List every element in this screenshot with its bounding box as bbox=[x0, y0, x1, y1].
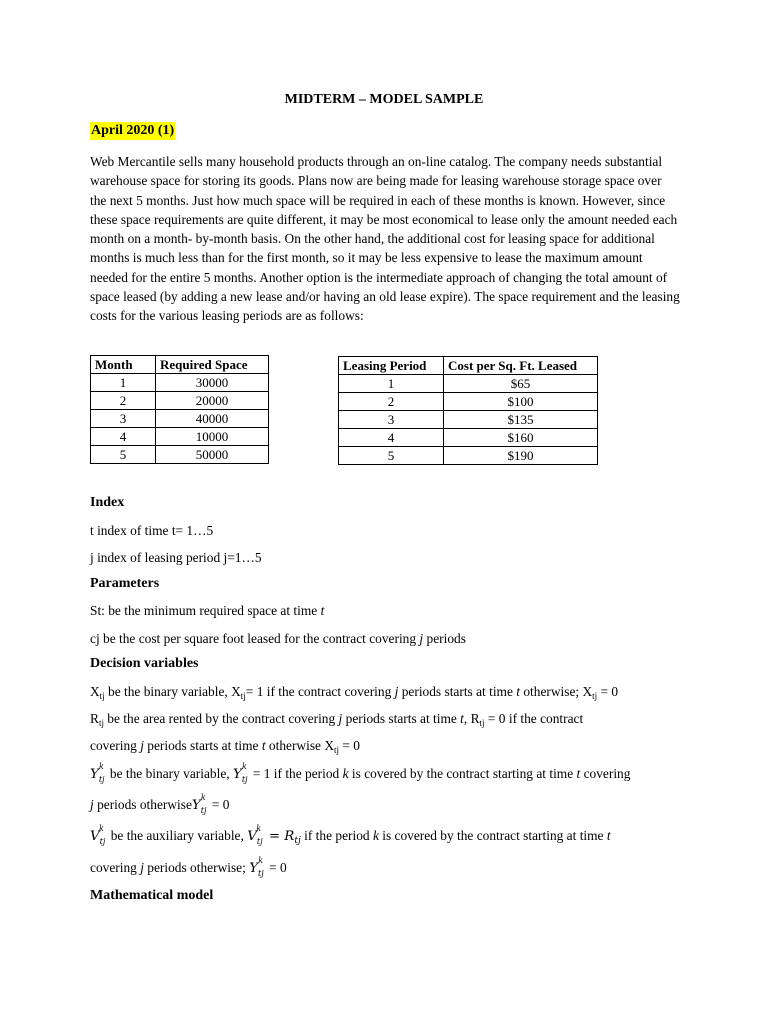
decision-y-line bbox=[90, 762, 631, 784]
var-text: = 1 if the contract covering bbox=[245, 684, 395, 699]
table-row bbox=[339, 411, 598, 429]
decision-r-line-cont bbox=[90, 738, 360, 755]
decision-variables-heading: Decision variables bbox=[90, 656, 199, 671]
variable-j: j bbox=[338, 711, 343, 726]
table-row bbox=[91, 410, 269, 428]
var-text: periods starts at time bbox=[143, 738, 262, 753]
table-cell: 30000 bbox=[156, 374, 269, 392]
subscript-tj: tj bbox=[334, 745, 340, 755]
document-title: MIDTERM – MODEL SAMPLE bbox=[284, 92, 484, 107]
parameter-st-line bbox=[90, 603, 324, 619]
index-heading: Index bbox=[90, 495, 125, 510]
var-text: covering bbox=[90, 738, 141, 753]
var-text: otherwise; X bbox=[520, 684, 593, 699]
var-text: periods otherwise; bbox=[143, 860, 250, 875]
table-cell: $100 bbox=[444, 393, 598, 411]
var-text: periods starts at time bbox=[398, 684, 517, 699]
math-v-tj-k: V k $_{tj}$ bbox=[247, 824, 263, 846]
space-requirement-table bbox=[90, 355, 269, 464]
table-cell: 1 bbox=[339, 375, 444, 393]
subscript-tj: tj bbox=[99, 691, 105, 701]
table-cell: 2 bbox=[339, 393, 444, 411]
variable-j: j bbox=[419, 631, 424, 646]
var-text: be the area rented by the contract covering bbox=[103, 711, 339, 726]
math-y-tj-k: Y k $_{tj}$ bbox=[249, 856, 264, 878]
table-cell: $65 bbox=[444, 375, 598, 393]
math-y-tj-k: Y k $_{tj}$ bbox=[232, 762, 248, 784]
variable-t: t bbox=[320, 603, 325, 618]
table-header: Cost per Sq. Ft. Leased bbox=[444, 357, 598, 375]
section-label: April 2020 (1) bbox=[91, 123, 175, 138]
subscript-tj: tj bbox=[240, 691, 246, 701]
table-cell: $190 bbox=[444, 447, 598, 465]
var-text: , R bbox=[463, 711, 480, 726]
var-text: otherwise X bbox=[265, 738, 334, 753]
subscript-tj: tj bbox=[479, 718, 485, 728]
var-text: is covered by the contract starting at time bbox=[378, 828, 607, 843]
table-cell: 4 bbox=[339, 429, 444, 447]
math-y-tj-k: Y k $_{tj}$ bbox=[191, 793, 207, 815]
variable-j: j bbox=[394, 684, 399, 699]
parameters-heading: Parameters bbox=[90, 576, 160, 591]
mathematical-model-heading: Mathematical model bbox=[90, 888, 214, 903]
table-row bbox=[339, 393, 598, 411]
table-cell: 10000 bbox=[156, 428, 269, 446]
parameter-text: periods bbox=[423, 631, 466, 646]
table-row bbox=[91, 446, 269, 464]
table-cell: $135 bbox=[444, 411, 598, 429]
table-cell: 3 bbox=[339, 411, 444, 429]
table-cell: 2 bbox=[91, 392, 156, 410]
table-cell: 50000 bbox=[156, 446, 269, 464]
var-text: = 0 bbox=[339, 738, 360, 753]
table-row bbox=[339, 375, 598, 393]
variable-t: t bbox=[606, 828, 611, 843]
subscript-tj: tj bbox=[98, 718, 104, 728]
decision-x-line bbox=[90, 684, 618, 701]
table-row bbox=[339, 447, 598, 465]
var-text: = 0 bbox=[208, 797, 230, 812]
table-cell: 1 bbox=[91, 374, 156, 392]
table-row bbox=[339, 429, 598, 447]
table-header-row bbox=[91, 356, 269, 374]
var-text: be the binary variable, X bbox=[104, 684, 241, 699]
variable-t: t bbox=[576, 766, 581, 781]
index-j-line: j index of leasing period j=1…5 bbox=[90, 550, 262, 565]
table-header: Month bbox=[91, 356, 156, 374]
var-text: R bbox=[90, 711, 99, 726]
table-cell: 40000 bbox=[156, 410, 269, 428]
math-r: R bbox=[284, 829, 295, 844]
var-text: be the auxiliary variable, bbox=[107, 828, 248, 843]
table-row bbox=[91, 374, 269, 392]
table-cell: 20000 bbox=[156, 392, 269, 410]
table-header: Leasing Period bbox=[339, 357, 444, 375]
table-cell: 5 bbox=[339, 447, 444, 465]
table-cell: 5 bbox=[91, 446, 156, 464]
subscript-tj: tj bbox=[592, 691, 598, 701]
math-v-tj-k: V k $_{tj}$ bbox=[90, 824, 106, 846]
leasing-cost-table bbox=[338, 356, 598, 465]
var-text: is covered by the contract starting at time bbox=[348, 766, 577, 781]
variable-k: k bbox=[372, 828, 379, 843]
variable-j: j bbox=[140, 738, 144, 753]
var-text: = 0 bbox=[597, 684, 619, 699]
subscript-tj: tj bbox=[294, 836, 301, 846]
var-text: periods otherwise bbox=[93, 797, 192, 812]
table-header: Required Space bbox=[156, 356, 269, 374]
intro-paragraph: Web Mercantile sells many household products through an on-line catalog. The company needs substantial warehouse space for storing its goods. Plans now are being made for leasing warehouse storage space over the next 5 months. Just how much space will be required in each of these months is known. However, since these space requirements are quite different, it may be most economical to lease only the amount needed each month on a month- by-month basis. On the other hand, the additional cost for leasing space for additional months is much less than for the first month, so it may be less expensive to lease the maximum amount needed for the entire 5 months. Another option is the intermediate approach of changing the total amount of space leased (by adding a new lease and/or having an old lease expire). The space requirement and the leasing costs for the various leasing periods are as follows: bbox=[90, 154, 680, 324]
table-cell: 4 bbox=[91, 428, 156, 446]
parameter-cj-line bbox=[90, 631, 466, 647]
variable-t: t bbox=[516, 684, 520, 699]
index-t-line: t index of time t= 1…5 bbox=[90, 523, 214, 538]
decision-v-line bbox=[90, 824, 611, 846]
variable-j: j bbox=[140, 860, 144, 875]
var-text: periods starts at time bbox=[342, 711, 461, 726]
var-text: = 1 if the period bbox=[249, 766, 343, 781]
variable-t: t bbox=[460, 711, 464, 726]
var-text: if the period bbox=[300, 828, 373, 843]
var-text: covering bbox=[580, 766, 631, 781]
table-cell: $160 bbox=[444, 429, 598, 447]
var-text: X bbox=[90, 684, 100, 699]
decision-r-line bbox=[90, 711, 583, 728]
variable-t: t bbox=[261, 738, 266, 753]
var-text: = 0 bbox=[265, 860, 287, 875]
var-text: be the binary variable, bbox=[106, 766, 233, 781]
var-text: covering bbox=[90, 860, 141, 875]
math-equals: = bbox=[264, 829, 285, 844]
variable-k: k bbox=[342, 766, 349, 781]
math-y-tj-k: Y k $_{tj}$ bbox=[90, 762, 105, 784]
table-cell: 3 bbox=[91, 410, 156, 428]
variable-j: j bbox=[90, 797, 94, 812]
decision-y-line-cont bbox=[90, 793, 230, 815]
table-row bbox=[91, 392, 269, 410]
parameter-text: St: be the minimum required space at time bbox=[90, 603, 321, 618]
decision-v-line-cont bbox=[90, 856, 287, 878]
table-header-row bbox=[339, 357, 598, 375]
var-text: = 0 if the contract bbox=[484, 711, 584, 726]
table-row bbox=[91, 428, 269, 446]
parameter-text: cj be the cost per square foot leased for the contract covering bbox=[90, 631, 420, 646]
